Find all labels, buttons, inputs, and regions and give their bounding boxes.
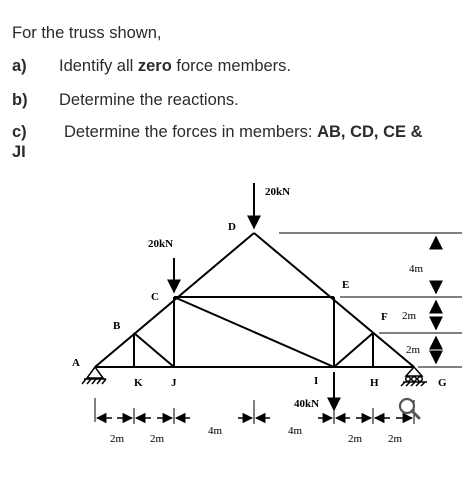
load-label-D: 20kN [265, 186, 291, 198]
hdim-label-3: 4m [208, 425, 223, 437]
hdim-label-2: 2m [150, 433, 165, 445]
part-b-text: Determine the reactions. [59, 91, 239, 109]
part-a-label: a) [12, 57, 27, 75]
vdim-label-3: 2m [406, 344, 421, 356]
hdim-label-1: 2m [110, 433, 125, 445]
node-label-K: K [134, 377, 143, 389]
node-label-E: E [342, 279, 350, 291]
horizontal-dimension-ticks [95, 398, 414, 424]
hdim-label-5: 2m [348, 433, 363, 445]
node-label-C: C [151, 291, 159, 303]
zoom-icon[interactable] [400, 399, 419, 418]
vdim-label-2: 2m [402, 310, 417, 322]
part-a-pre: Identify all [59, 57, 138, 75]
roller-support-G [401, 367, 427, 386]
node-label-F: F [381, 311, 388, 323]
node-label-I: I [314, 375, 319, 387]
load-label-I: 40kN [294, 398, 320, 410]
intro-text: For the truss shown, [12, 24, 162, 42]
node-label-B: B [113, 320, 121, 332]
part-c-bold: AB, CD, CE & [317, 123, 423, 141]
node-label-H: H [370, 377, 379, 389]
node-label-A: A [72, 357, 80, 369]
vertical-dimension-lines [279, 233, 462, 367]
member-CI [174, 297, 334, 367]
node-label-G: G [438, 377, 447, 389]
member-IF [334, 333, 373, 367]
part-a-post: force members. [171, 57, 292, 75]
load-label-C: 20kN [148, 238, 174, 250]
vdim-label-1: 4m [409, 263, 424, 275]
hdim-label-4: 4m [288, 425, 303, 437]
part-c-label: c) [12, 123, 27, 141]
part-a-bold: zero [137, 57, 172, 75]
truss-members [95, 233, 414, 367]
part-c-bold-cont: JI [12, 143, 26, 161]
node-label-D: D [228, 221, 236, 233]
hdim-label-6: 2m [388, 433, 403, 445]
pin-support-A [82, 367, 106, 384]
node-label-J: J [171, 377, 177, 389]
member-BJ [134, 333, 174, 367]
part-b-label: b) [12, 91, 28, 109]
part-c-pre: Determine the forces in members: [64, 123, 318, 141]
